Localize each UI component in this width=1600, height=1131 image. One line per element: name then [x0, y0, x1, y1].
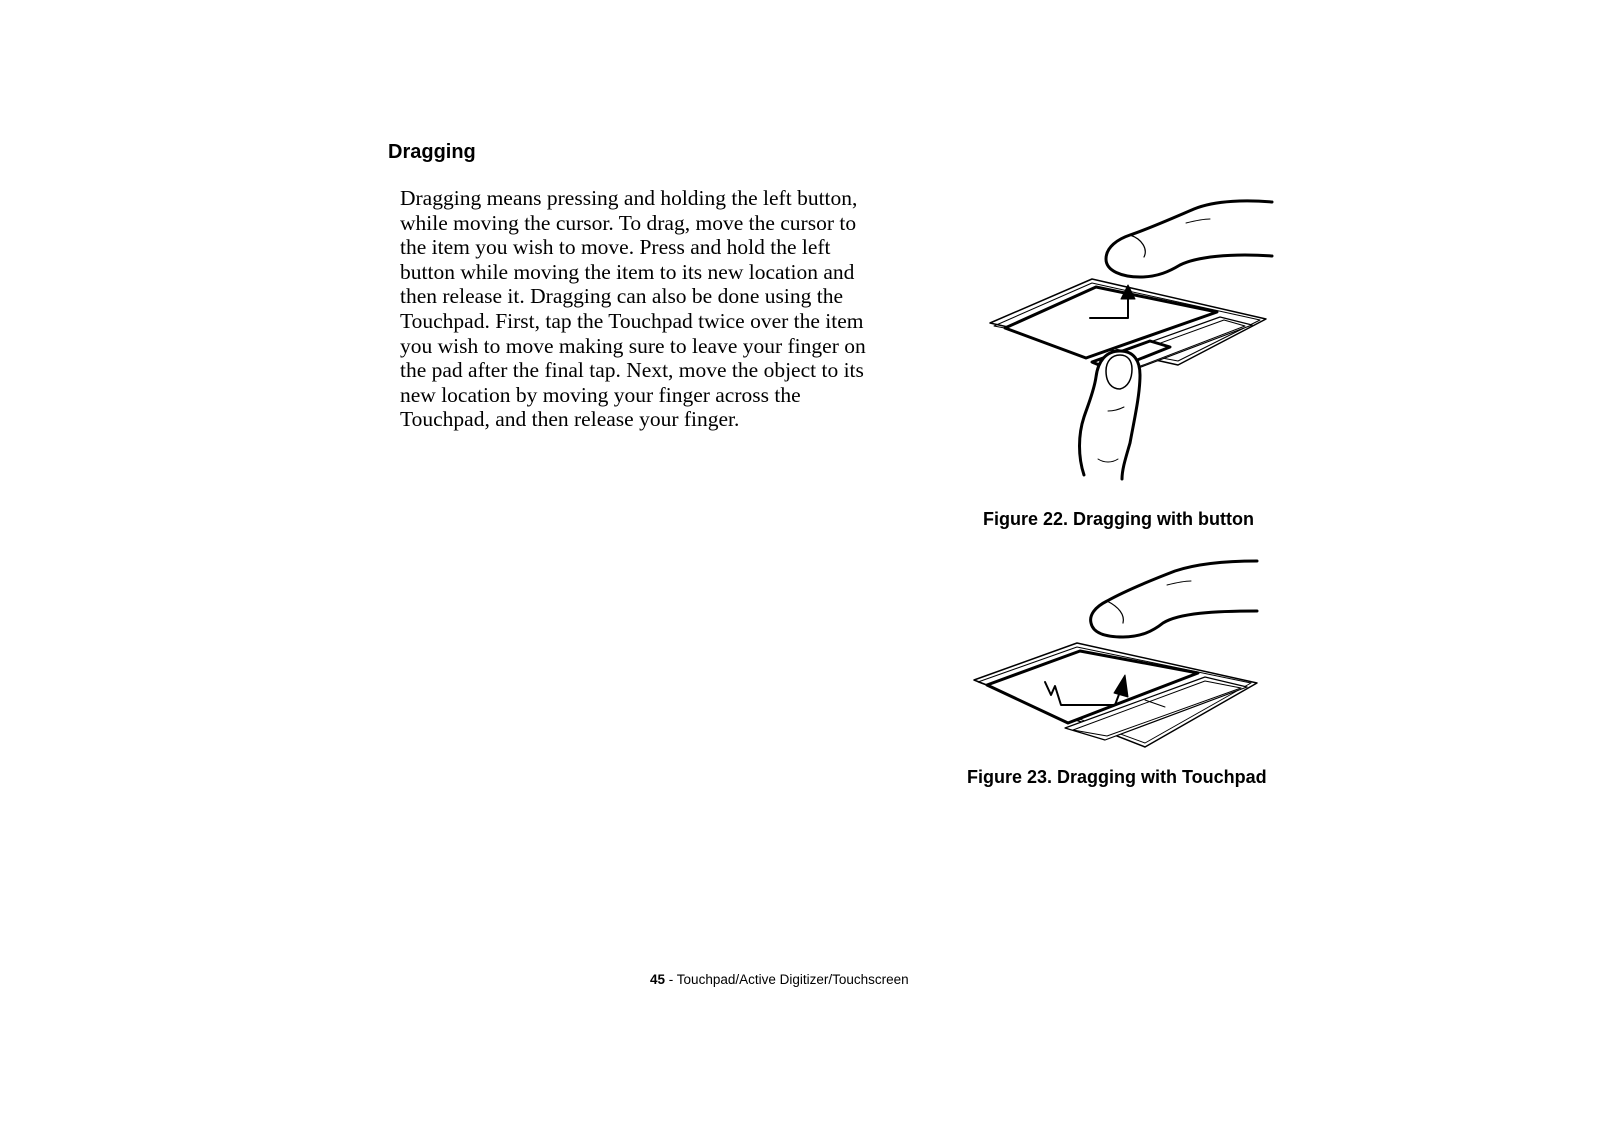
figure-23-caption: Figure 23. Dragging with Touchpad [967, 767, 1267, 787]
touchpad-button-drag-illustration [980, 195, 1280, 485]
page-number: 45 [650, 972, 666, 987]
body-paragraph: Dragging means pressing and holding the left button, while moving the cursor. To drag, move the cursor to the item you wish to move. Press and hold the left button while moving the item to its new location and then release it. Dragging can also be done using the Touchpad. First, tap the Touchpad twice over the item you wish to move making sure to leave your finger on the pad after the final tap. Next, move the object to its new location by moving your finger across the Touchpad, and then release your finger. [400, 186, 866, 432]
footer-separator: - [665, 972, 677, 987]
figure-22-caption: Figure 22. Dragging with button [983, 509, 1254, 529]
page-footer [650, 972, 909, 987]
section-heading: Dragging [388, 141, 476, 163]
touchpad-tap-drag-illustration [965, 555, 1265, 755]
footer-chapter: Touchpad/Active Digitizer/Touchscreen [676, 972, 909, 987]
